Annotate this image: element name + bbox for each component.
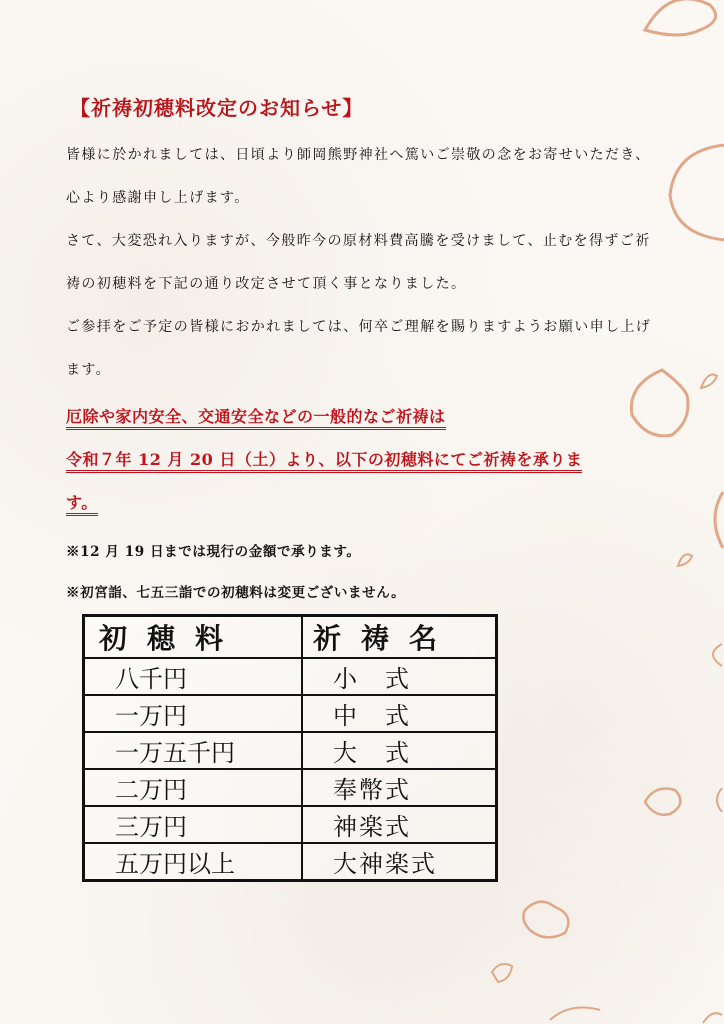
prayer-name-cell: 大 式	[302, 732, 497, 769]
petal-decoration	[520, 895, 580, 945]
table-row	[84, 806, 497, 843]
highlight-line-3: す。	[66, 481, 666, 524]
petal-decoration	[488, 958, 516, 986]
fee-cell: 五万円以上	[84, 843, 303, 881]
petal-decoration	[640, 0, 724, 40]
petal-decoration	[545, 1000, 605, 1024]
note-unchanged: ※初宮詣、七五三詣での初穂料は変更ございません。	[66, 585, 406, 601]
petal-decoration	[700, 640, 724, 670]
table-row	[84, 769, 497, 806]
fee-cell: 一万五千円	[84, 732, 303, 769]
fee-table	[82, 614, 498, 882]
table-row	[84, 658, 497, 695]
fee-cell: 八千円	[84, 658, 303, 695]
fee-cell: 二万円	[84, 769, 303, 806]
petal-decoration	[700, 1005, 724, 1024]
table-row	[84, 732, 497, 769]
petal-decoration	[705, 490, 724, 550]
fee-cell: 三万円	[84, 806, 303, 843]
prayer-name-cell: 小 式	[302, 658, 497, 695]
petal-decoration	[675, 548, 695, 570]
prayer-name-cell: 大神楽式	[302, 843, 497, 881]
petal-decoration	[710, 785, 724, 815]
highlight-line-1: 厄除や家内安全、交通安全などの一般的なご祈祷は	[66, 395, 666, 438]
revision-paragraph: さて、大変恐れ入りますが、今般昨今の原材料費高騰を受けまして、止むを得ずご祈祷の初穂料を下記の通り改定させて頂く事となりました。	[66, 233, 651, 292]
petal-decoration	[640, 782, 690, 822]
fee-cell: 一万円	[84, 695, 303, 732]
highlight-line-2: 令和７年 12 月 20 日（土）より、以下の初穂料にてご祈祷を承りま	[66, 438, 666, 481]
page-title: 【祈祷初穂料改定のお知らせ】	[70, 96, 364, 120]
table-row	[84, 695, 497, 732]
header-fee: 初穂料	[84, 616, 303, 659]
greeting-paragraph: 皆様に於かれましては、日頃より師岡熊野神社へ篤いご崇敬の念をお寄せいただき、心より感謝申し上げます。	[66, 147, 651, 206]
fee-table-header	[84, 616, 497, 659]
note-current-price: ※12 月 19 日までは現行の金額で承ります。	[66, 544, 361, 560]
header-prayer-name: 祈祷名	[302, 616, 497, 659]
prayer-name-cell: 中 式	[302, 695, 497, 732]
request-paragraph: ご参拝をご予定の皆様におかれましては、何卒ご理解を賜りますようお願い申し上げます。	[66, 319, 652, 378]
prayer-name-cell: 奉幣式	[302, 769, 497, 806]
prayer-name-cell: 神楽式	[302, 806, 497, 843]
petal-decoration	[698, 370, 720, 392]
table-row	[84, 843, 497, 881]
